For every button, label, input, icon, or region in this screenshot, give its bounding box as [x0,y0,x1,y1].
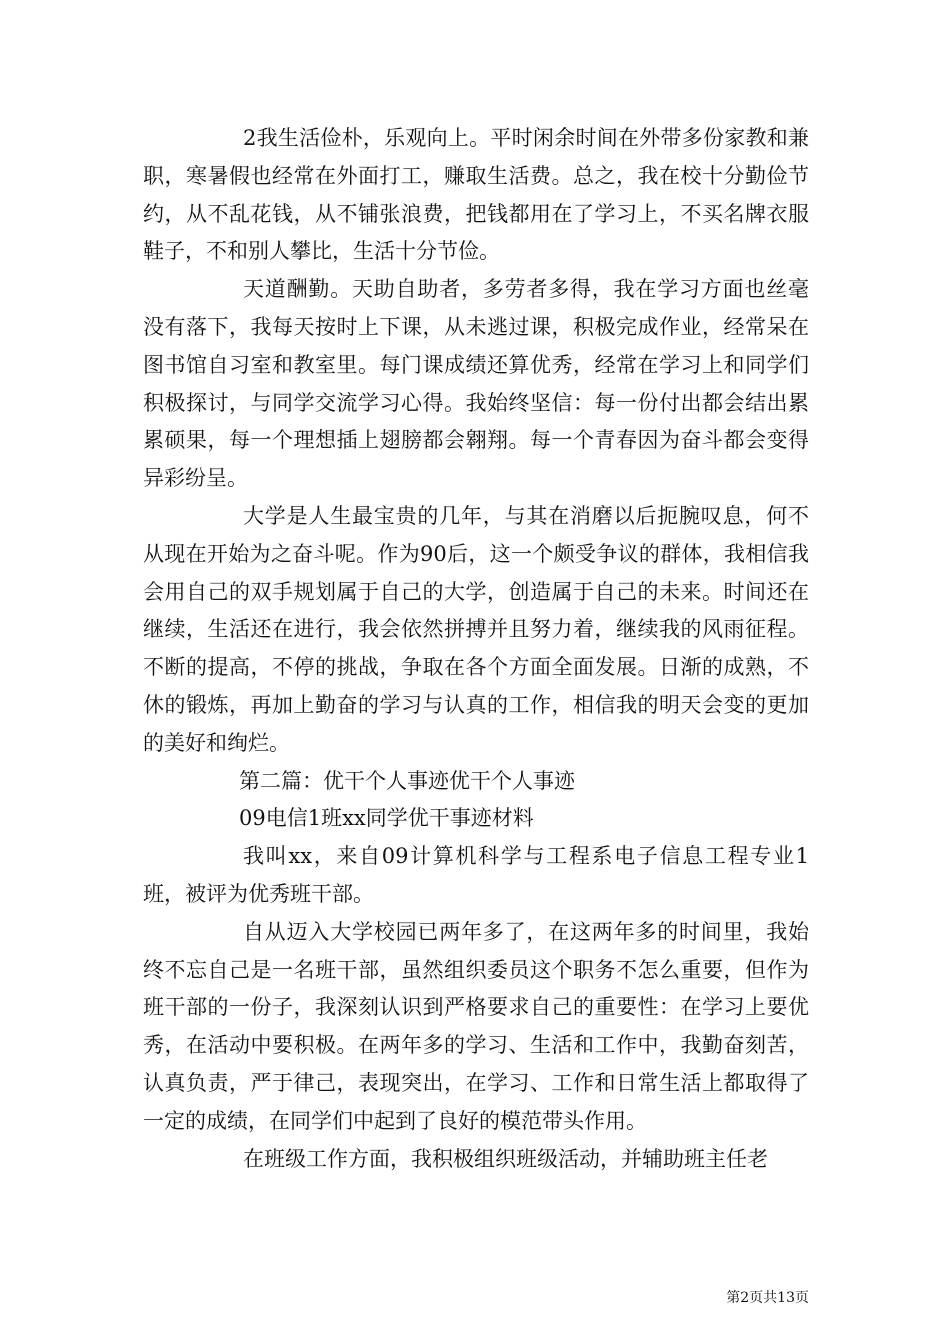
paragraph-class-cadre: 自从迈入大学校园已两年多了，在这两年多的时间里，我始终不忘自己是一名班干部，虽然组织委员这个职务不怎么重要，但作为班干部的一份子，我深刻认识到严格要求自己的重要性：在学习上要优秀，在活动中要积极。在两年多的学习、生活和工作中，我勤奋刻苦，认真负责，严于律己，表现突出，在学习、工作和日常生活上都取得了一定的成绩，在同学们中起到了良好的模范带头作用。 [143,919,809,1133]
section-heading: 第二篇：优干个人事迹优干个人事迹 [239,768,575,793]
paragraph-frugal-life: 2我生活俭朴，乐观向上。平时闲余时间在外带多份家教和兼职，寒暑假也经常在外面打工，赚取生活费。总之，我在校十分勤俭节约，从不乱花钱，从不铺张浪费，把钱都用在了学习上，不买名牌衣服鞋子，不和别人攀比，生活十分节俭。 [143,126,809,264]
page-number-footer: 第2页共13页 [726,1290,809,1306]
paragraph-university-years: 大学是人生最宝贵的几年，与其在消磨以后扼腕叹息，何不从现在开始为之奋斗呢。作为90后，这一个颇受争议的群体，我相信我会用自己的双手规划属于自己的大学，创造属于自己的未来。时间还在继续，生活还在进行，我会依然拼搏并且努力着，继续我的风雨征程。不断的提高，不停的挑战，争取在各个方面全面发展。日渐的成熟，不休的锻炼，再加上勤奋的学习与认真的工作，相信我的明天会变的更加的美好和绚烂。 [143,503,809,755]
paragraph-class-work: 在班级工作方面，我积极组织班级活动，并辅助班主任老 [243,1146,768,1171]
paragraph-diligent-study: 天道酬勤。天助自助者，多劳者多得，我在学习方面也丝毫没有落下，我每天按时上下课，从未逃过课，积极完成作业，经常呆在图书馆自习室和教室里。每门课成绩还算优秀，经常在学习上和同学们积极探讨，与同学交流学习心得。我始终坚信：每一份付出都会结出累累硕果，每一个理想插上翅膀都会翱翔。每一个青春因为奋斗都会变得异彩纷呈。 [143,277,809,491]
paragraph-introduction: 我叫xx，来自09计算机科学与工程系电子信息工程专业1班，被评为优秀班干部。 [143,844,809,906]
section-subtitle: 09电信1班xx同学优干事迹材料 [239,806,534,831]
document-body [143,120,809,1178]
